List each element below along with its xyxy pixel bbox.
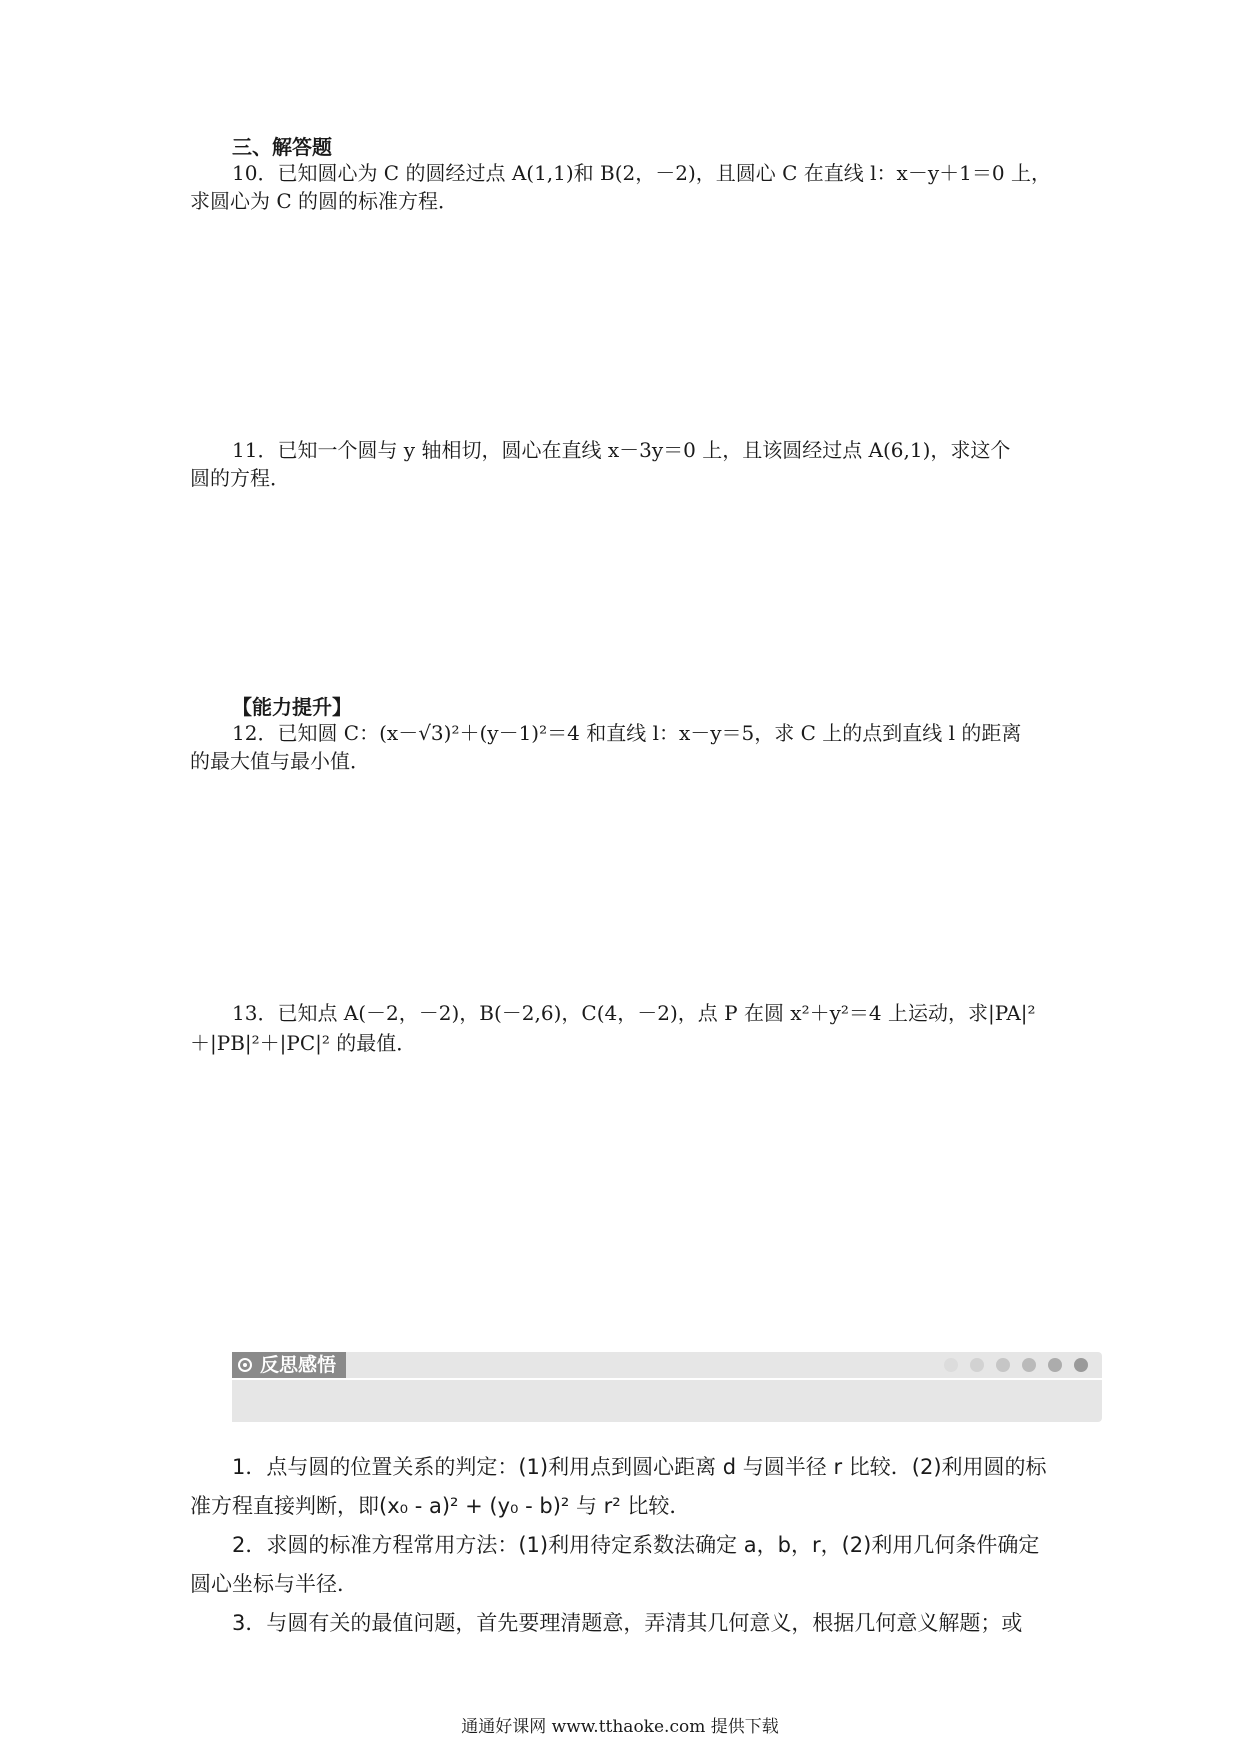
decorative-dots: [944, 1358, 1088, 1372]
dot-icon: [1048, 1358, 1062, 1372]
reflection-point-1-line-2: 准方程直接判断，即(x₀ - a)² + (y₀ - b)² 与 r² 比较．: [190, 1494, 691, 1518]
question-10-line-1: 10．已知圆心为 C 的圆经过点 A(1,1)和 B(2，－2)，且圆心 C 在直线 l：x－y＋1＝0 上，: [232, 161, 1051, 185]
target-icon: [238, 1358, 252, 1372]
dot-icon: [970, 1358, 984, 1372]
section-heading: 三、解答题: [232, 135, 332, 159]
question-12-line-1: 12．已知圆 C：(x－√3)²＋(y－1)²＝4 和直线 l：x－y＝5，求 C 上的点到直线 l 的距离: [232, 721, 1022, 745]
question-13-line-2: ＋|PB|²＋|PC|² 的最值．: [190, 1031, 417, 1055]
reflection-title-tab: [232, 1352, 346, 1378]
footer-text: 通通好课网 www.tthaoke.com 提供下载: [461, 1717, 779, 1737]
reflection-title: 反思感悟: [260, 1354, 337, 1376]
dot-icon: [996, 1358, 1010, 1372]
reflection-point-2-line-1: 2．求圆的标准方程常用方法：(1)利用待定系数法确定 a，b，r，(2)利用几何条件确定: [232, 1533, 1040, 1557]
dot-icon: [1022, 1358, 1036, 1372]
question-13-line-1: 13．已知点 A(－2，－2)，B(－2,6)，C(4，－2)，点 P 在圆 x²＋y²＝4 上运动，求|PA|²: [232, 1001, 1036, 1025]
reflection-banner: [232, 1352, 1102, 1422]
reflection-point-2-line-2: 圆心坐标与半径．: [190, 1572, 358, 1596]
dot-icon: [944, 1358, 958, 1372]
question-10-line-2: 求圆心为 C 的圆的标准方程．: [190, 189, 459, 213]
banner-divider: [232, 1378, 1102, 1380]
dot-icon: [1074, 1358, 1088, 1372]
ability-heading: 【能力提升】: [232, 695, 352, 719]
question-11-line-1: 11．已知一个圆与 y 轴相切，圆心在直线 x－3y＝0 上，且该圆经过点 A(6,1)，求这个: [232, 438, 1011, 462]
question-12-line-2: 的最大值与最小值．: [190, 749, 370, 773]
reflection-point-1-line-1: 1．点与圆的位置关系的判定：(1)利用点到圆心距离 d 与圆半径 r 比较．(2)利用圆的标: [232, 1455, 1047, 1479]
reflection-point-3-line-1: 3．与圆有关的最值问题，首先要理清题意，弄清其几何意义，根据几何意义解题；或: [232, 1611, 1023, 1635]
question-11-line-2: 圆的方程．: [190, 466, 290, 490]
